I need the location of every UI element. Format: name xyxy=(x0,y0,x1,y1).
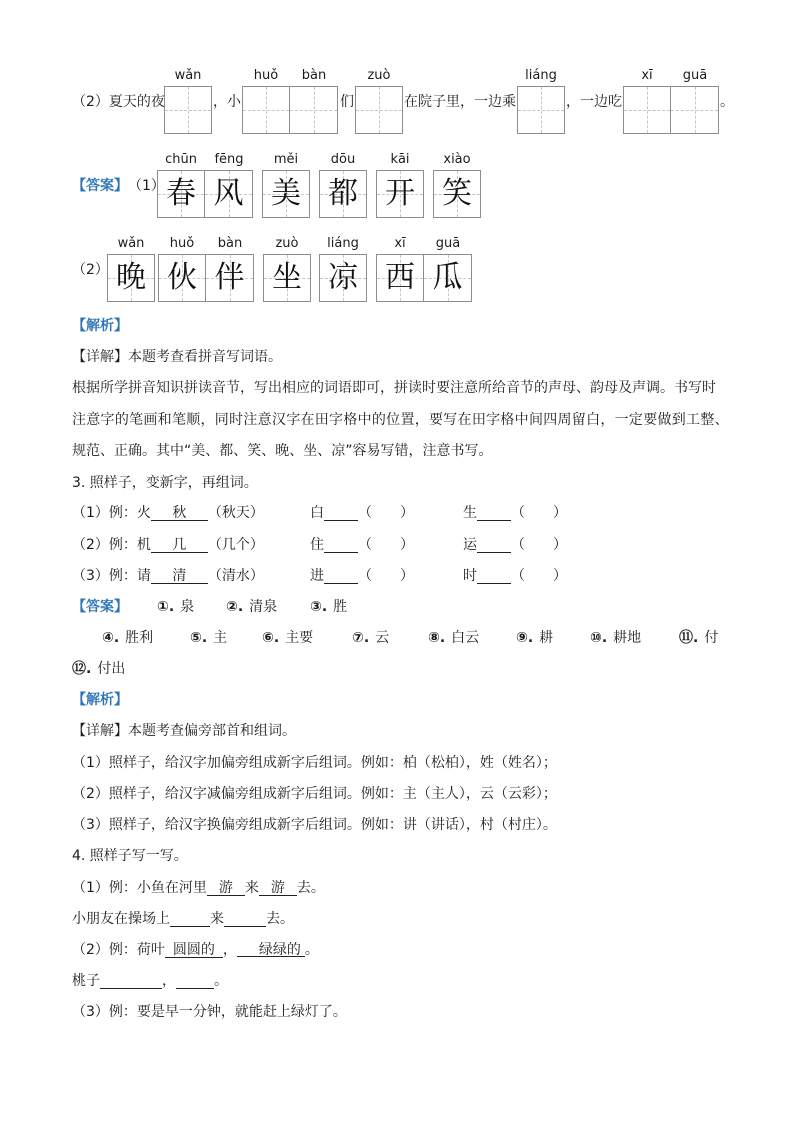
answer-char: 美 xyxy=(271,176,301,211)
answer-char: 都 xyxy=(328,176,358,211)
example-group xyxy=(72,503,264,523)
paren-blank: （ ） xyxy=(358,537,414,553)
detail-line: 【详解】本题考查偏旁部首和组词。 xyxy=(72,723,296,739)
pinyin-label: bàn xyxy=(301,68,327,83)
example-fill: 游 xyxy=(207,878,245,896)
answer-text: 付 xyxy=(704,630,719,646)
analysis-label: 【解析】 xyxy=(72,318,128,334)
answer-char-box xyxy=(205,170,253,218)
answer-item xyxy=(72,659,125,679)
row-label: （2）例： xyxy=(72,537,137,553)
answer-item xyxy=(352,628,389,648)
answer-char: 坐 xyxy=(272,260,302,295)
question-text-segment: 们 xyxy=(340,94,354,110)
example-text: 。 xyxy=(304,942,319,958)
example-text: ， xyxy=(222,942,237,958)
question-text-segment: 。 xyxy=(720,94,734,110)
answer-char-box xyxy=(107,254,155,302)
example-char: 火 xyxy=(136,505,151,521)
tianzige-box xyxy=(517,86,565,134)
answer-char: 伙 xyxy=(167,260,197,295)
answer-char-box xyxy=(158,254,206,302)
task-group xyxy=(310,503,414,523)
answer-number: ③. xyxy=(310,599,328,615)
answer-char: 开 xyxy=(385,176,415,211)
answer-char: 西 xyxy=(385,260,415,295)
task-char: 白 xyxy=(310,505,324,521)
answer-char-box xyxy=(262,170,310,218)
answer-text: 耕 xyxy=(539,630,554,646)
example-text: （2）例：荷叶 xyxy=(72,942,165,958)
answer-number: ⑪. xyxy=(679,630,699,646)
answer-item xyxy=(310,597,347,617)
paren-blank: （ ） xyxy=(358,568,414,584)
answer-text: 胜 xyxy=(333,599,348,615)
q4-example-line xyxy=(72,878,325,898)
answer-item xyxy=(590,628,641,648)
question-text-segment: （2）夏天的夜 xyxy=(72,94,165,110)
question-text-segment: 在院子里，一边乘 xyxy=(404,94,516,110)
answer-item xyxy=(157,597,194,617)
task-group xyxy=(310,566,414,586)
question-text-segment: ，小 xyxy=(213,94,241,110)
answer-blank xyxy=(224,909,266,927)
question-text-segment: ，一边吃 xyxy=(566,94,622,110)
task-char: 时 xyxy=(463,568,477,584)
answer-text: 耕地 xyxy=(613,630,642,646)
answer-char: 笑 xyxy=(442,176,472,211)
explanation-line: 注意字的笔画和笔顺，同时注意汉字在田字格中的位置，要写在田字格中间四周留白，一定要做到工整、 xyxy=(72,412,729,428)
task-char: 进 xyxy=(310,568,324,584)
answer-char-box xyxy=(319,254,367,302)
task-text: 。 xyxy=(214,973,228,989)
example-new-char: 几 xyxy=(151,535,208,553)
paren-blank: （ ） xyxy=(511,568,567,584)
answer-text: 云 xyxy=(375,630,390,646)
q4-example-line: （3）例：要是早一分钟，就能赶上绿灯了。 xyxy=(72,1004,347,1020)
example-text: 去。 xyxy=(296,880,325,896)
answer-number: ④. xyxy=(102,630,120,646)
answer-item xyxy=(226,597,277,617)
pinyin-label: měi xyxy=(273,152,299,167)
tianzige-box xyxy=(355,86,403,134)
q4-task-line xyxy=(72,971,228,991)
answer-number: ②. xyxy=(226,599,244,615)
task-group xyxy=(310,535,414,555)
task-char: 住 xyxy=(310,537,324,553)
task-text: 桃子 xyxy=(72,973,100,989)
paren-blank: （ ） xyxy=(511,505,567,521)
answer-number: ⑤. xyxy=(190,630,208,646)
answer-char-box xyxy=(433,170,481,218)
pinyin-label: guā xyxy=(435,236,461,251)
pinyin-label: chūn xyxy=(165,152,197,167)
answer-item xyxy=(190,628,227,648)
pinyin-label: dōu xyxy=(330,152,356,167)
answer-char: 晚 xyxy=(116,260,146,295)
example-fill: 游 xyxy=(259,878,297,896)
tianzige-box xyxy=(290,86,338,134)
answer-item xyxy=(102,628,153,648)
answer-char-box xyxy=(206,254,254,302)
answer-number: ⑥. xyxy=(262,630,280,646)
part-label: （1） xyxy=(128,178,165,194)
answer-blank xyxy=(324,566,358,584)
tianzige-box xyxy=(623,86,671,134)
answer-blank xyxy=(170,909,210,927)
part-label: （2） xyxy=(72,262,109,278)
answer-blank xyxy=(324,503,358,521)
answer-char-box xyxy=(319,170,367,218)
answer-text: 主 xyxy=(213,630,228,646)
detail-line: 【详解】本题考查看拼音写词语。 xyxy=(72,349,282,365)
paren-blank: （ ） xyxy=(511,537,567,553)
pinyin-label: huǒ xyxy=(169,236,195,251)
task-text: 来 xyxy=(210,911,224,927)
tianzige-box xyxy=(671,86,719,134)
question-title: 3. 照样子，变新字，再组词。 xyxy=(72,475,258,491)
answer-number: ⑫. xyxy=(72,661,92,677)
answer-label: 【答案】 xyxy=(72,178,128,194)
tianzige-box xyxy=(164,86,212,134)
example-char: 机 xyxy=(136,537,151,553)
answer-char: 瓜 xyxy=(432,260,463,295)
q4-task-line xyxy=(72,909,294,929)
example-text: （1）例：小鱼在河里 xyxy=(72,880,207,896)
answer-char: 凉 xyxy=(328,260,358,295)
example-new-char: 清 xyxy=(151,566,208,584)
q3-answer-row xyxy=(72,597,732,617)
explanation-line: （3）照样子，给汉字换偏旁组成新字后组词。例如：讲（讲话），村（村庄）。 xyxy=(72,817,557,833)
task-group xyxy=(463,566,567,586)
pinyin-label: xiào xyxy=(443,152,471,167)
pinyin-label: liáng xyxy=(525,68,557,83)
example-text: 来 xyxy=(244,880,259,896)
answer-blank xyxy=(100,971,162,989)
explanation-line: （1）照样子，给汉字加偏旁组成新字后组词。例如：柏（松柏），姓（姓名）； xyxy=(72,755,557,771)
tianzige-box xyxy=(242,86,290,134)
pinyin-label: xī xyxy=(641,68,653,83)
answer-item xyxy=(262,628,313,648)
q3-answer-row xyxy=(72,628,732,648)
answer-char-box xyxy=(376,170,424,218)
answer-text: 清泉 xyxy=(249,599,278,615)
task-group xyxy=(463,503,567,523)
row-label: （1）例： xyxy=(72,505,137,521)
example-word: （几个） xyxy=(207,537,264,553)
explanation-line: （2）照样子，给汉字减偏旁组成新字后组词。例如：主（主人），云（云彩）； xyxy=(72,786,557,802)
q3-answer-row xyxy=(72,659,272,679)
q4-example-line xyxy=(72,940,319,960)
answer-char: 风 xyxy=(213,176,244,211)
answer-text: 泉 xyxy=(180,599,195,615)
answer-blank xyxy=(324,535,358,553)
example-word: （秋天） xyxy=(207,505,264,521)
answer-number: ⑨. xyxy=(516,630,534,646)
task-group xyxy=(463,535,567,555)
example-char: 请 xyxy=(136,568,151,584)
pinyin-label: xī xyxy=(394,236,406,251)
question-title: 4. 照样子写一写。 xyxy=(72,848,188,864)
example-group xyxy=(72,566,264,586)
answer-char-box xyxy=(376,254,424,302)
answer-text: 付出 xyxy=(97,661,126,677)
answer-blank xyxy=(176,971,214,989)
pinyin-label: bàn xyxy=(217,236,243,251)
pinyin-label: zuò xyxy=(367,68,391,83)
pinyin-label: liáng xyxy=(327,236,359,251)
answer-text: 主要 xyxy=(285,630,314,646)
answer-blank xyxy=(477,503,511,521)
pinyin-label: guā xyxy=(682,68,708,83)
pinyin-label: kāi xyxy=(390,152,410,167)
answer-char: 春 xyxy=(166,176,196,211)
explanation-line: 根据所学拼音知识拼读音节，写出相应的词语即可，拼读时要注意所给音节的声母、韵母及声调。书写时 xyxy=(72,380,716,396)
answer-item xyxy=(516,628,553,648)
example-fill: 绿绿的 xyxy=(237,940,305,957)
answer-char-box xyxy=(157,170,205,218)
answer-number: ⑦. xyxy=(352,630,370,646)
explanation-line: 规范、正确。其中“美、都、笑、晚、坐、凉”容易写错，注意书写。 xyxy=(72,443,493,459)
answer-char-box xyxy=(424,254,472,302)
task-text: ， xyxy=(162,973,176,989)
example-fill: 圆圆的 xyxy=(165,940,223,958)
pinyin-label: fēng xyxy=(214,152,244,167)
pinyin-label: huǒ xyxy=(253,68,279,83)
task-char: 生 xyxy=(463,505,477,521)
example-word: （清水） xyxy=(207,568,264,584)
example-new-char: 秋 xyxy=(151,503,208,521)
answer-text: 胜利 xyxy=(125,630,154,646)
answer-blank xyxy=(477,535,511,553)
answer-number: ①. xyxy=(157,599,175,615)
example-group xyxy=(72,535,264,555)
answer-label: 【答案】 xyxy=(72,599,128,615)
answer-item xyxy=(428,628,479,648)
answer-blank xyxy=(477,566,511,584)
paren-blank: （ ） xyxy=(358,505,414,521)
pinyin-label: wǎn xyxy=(117,236,145,251)
pinyin-label: wǎn xyxy=(174,68,202,83)
task-text: 小朋友在操场上 xyxy=(72,911,170,927)
answer-item xyxy=(679,628,718,648)
answer-char-box xyxy=(263,254,311,302)
task-text: 去。 xyxy=(266,911,294,927)
answer-char: 伴 xyxy=(214,260,245,295)
analysis-label: 【解析】 xyxy=(72,692,128,708)
answer-number: ⑧. xyxy=(428,630,446,646)
pinyin-label: zuò xyxy=(275,236,299,251)
task-char: 运 xyxy=(463,537,477,553)
answer-number: ⑩. xyxy=(590,630,608,646)
row-label: （3）例： xyxy=(72,568,137,584)
answer-text: 白云 xyxy=(451,630,480,646)
